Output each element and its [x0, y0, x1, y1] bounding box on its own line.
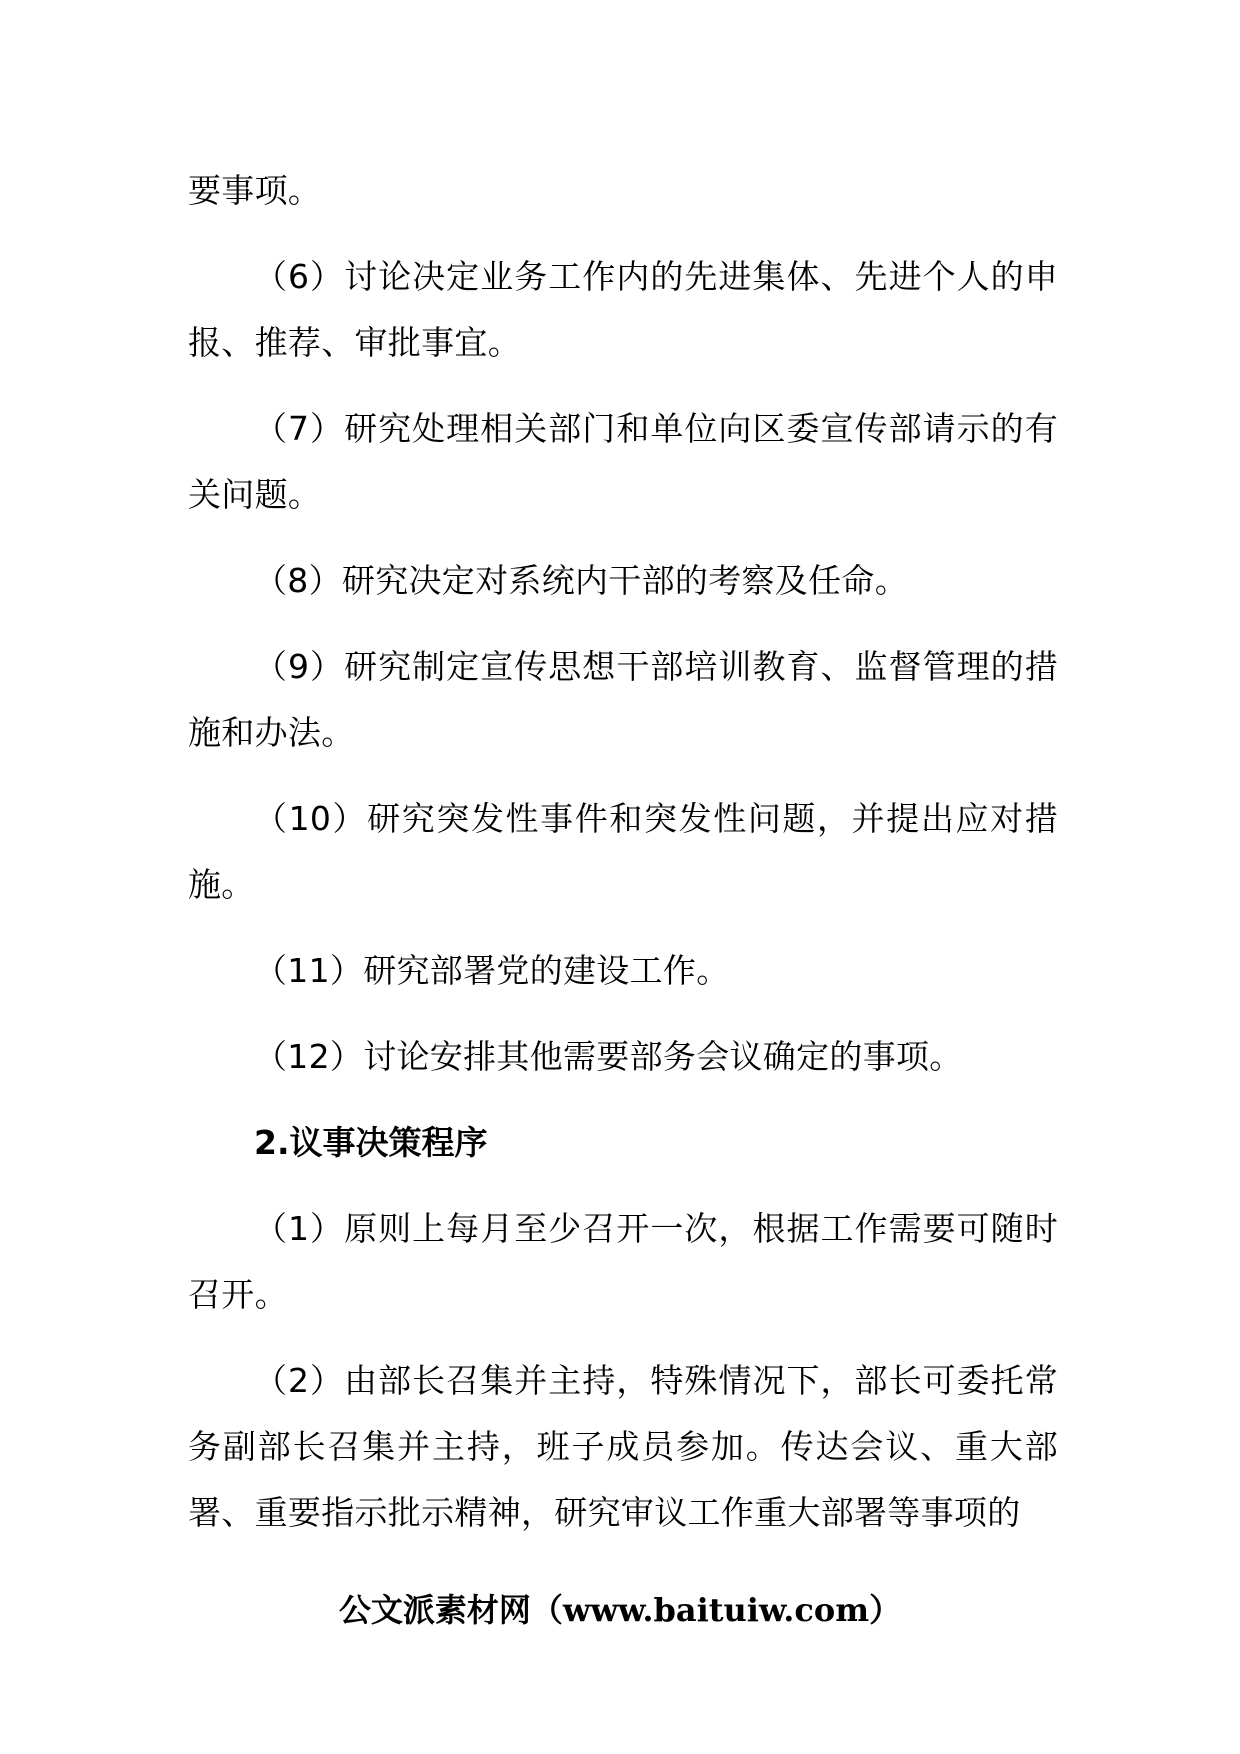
document-body	[188, 158, 1058, 1566]
paragraph-procedure-2: （2）由部长召集并主持，特殊情况下，部长可委托常务副部长召集并主持，班子成员参加。传达会议、重大部署、重要指示批示精神，研究审议工作重大部署等事项的	[188, 1361, 1058, 1532]
paragraph-procedure-1: （1）原则上每月至少召开一次，根据工作需要可随时召开。	[188, 1209, 1058, 1314]
section-heading: 2.议事决策程序	[254, 1123, 488, 1162]
paragraph-item-8: （8）研究决定对系统内干部的考察及任命。	[254, 561, 908, 600]
paragraph-continuation: 要事项。	[188, 171, 322, 210]
paragraph-item-6: （6）讨论决定业务工作内的先进集体、先进个人的申报、推荐、审批事宜。	[188, 257, 1058, 362]
paragraph-item-12: （12）讨论安排其他需要部务会议确定的事项。	[254, 1037, 963, 1076]
footer-watermark: 公文派素材网（www.baituiw.com）	[338, 1591, 902, 1629]
paragraph-item-11: （11）研究部署党的建设工作。	[254, 951, 730, 990]
paragraph-item-9: （9）研究制定宣传思想干部培训教育、监督管理的措施和办法。	[188, 647, 1058, 752]
paragraph-item-7: （7）研究处理相关部门和单位向区委宣传部请示的有关问题。	[188, 409, 1058, 514]
paragraph-item-10: （10）研究突发性事件和突发性问题，并提出应对措施。	[188, 799, 1058, 904]
